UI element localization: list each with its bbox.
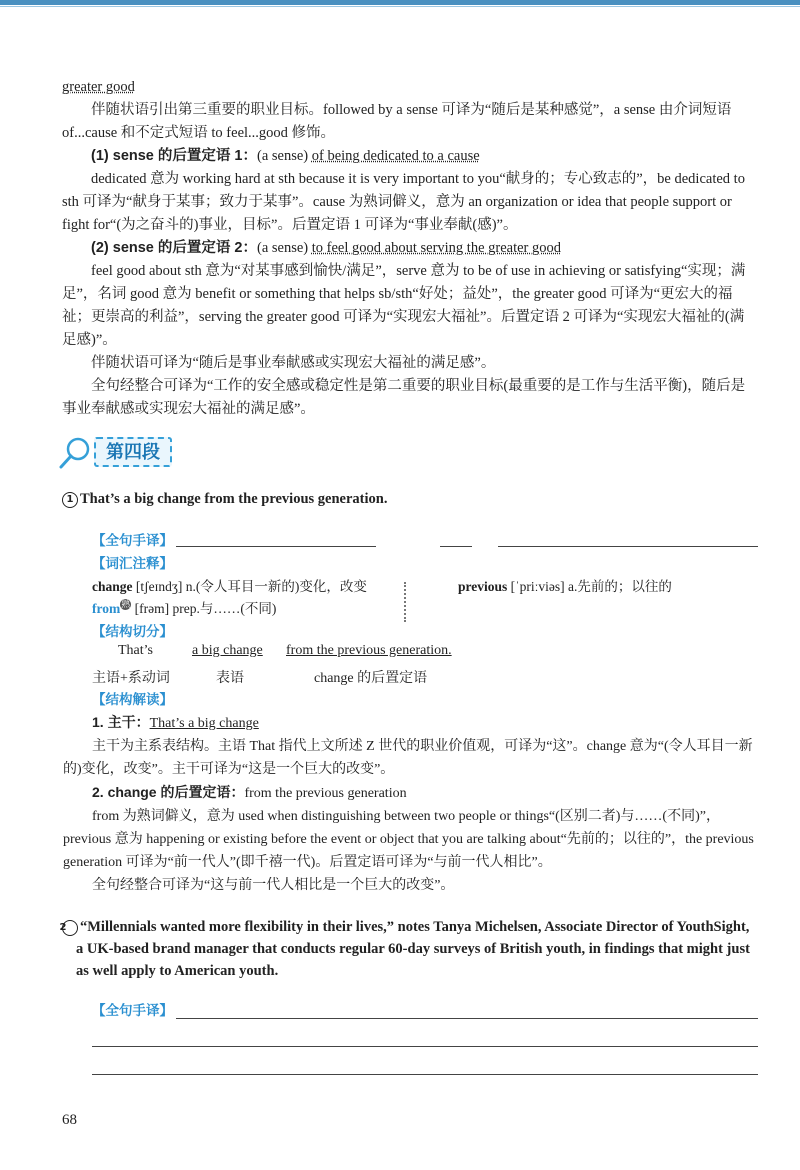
section-title: 第四段 — [94, 437, 172, 467]
split-label-3: change 的后置定语 — [314, 671, 428, 686]
greater-good-term: greater good — [62, 79, 135, 95]
vocab-from: from熟 [frəm] prep.与……(不同) — [92, 599, 277, 616]
translation-line[interactable] — [92, 1074, 758, 1075]
paragraph-full-translation: 全句经整合可译为“工作的安全感或稳定性是第二重要的职业目标(最重要的是工作与生活平衡)，随后是事业奉献感或实现宏大福祉的满足感”。 — [62, 378, 746, 417]
continuation-block — [62, 76, 758, 421]
magnifier-icon — [58, 436, 92, 470]
page-number: 68 — [62, 1112, 77, 1128]
tag-vocab: 【词汇注释】 — [92, 556, 173, 572]
split-part-2: a big change — [192, 643, 263, 658]
tag-translate-2: 【全句手译】 — [92, 1003, 173, 1019]
sentence-1: 1 That’s a big change from the previous generation. — [62, 488, 762, 510]
heading-attr-2: (2) sense 的后置定语 2：(a sense) to feel good about serving the greater good — [91, 240, 562, 256]
split-part-1: That’s — [118, 643, 153, 658]
paragraph-feel-good: feel good about sth 意为“对某事感到愉快/满足”，serve 意为 to be of use in achieving or satisfying“实现；满足”，名词 good 意为 benefit or something that helps sb/sth“好处；益处”，the greater good 可译为“更宏大的福祉；更崇高的利益”，serving the greater good 可译为“实现宏大福祉”。后置定语 2 可译为“实现宏大福祉的(满足感)”。 — [62, 263, 746, 348]
tag-analysis: 【结构解读】 — [92, 692, 173, 708]
translation-line[interactable] — [92, 1046, 758, 1047]
translation-line[interactable] — [176, 1018, 758, 1019]
heading-attr-1: (1) sense 的后置定语 1：(a sense) of being dedicated to a cause — [91, 148, 480, 164]
sentence-2: 2 “Millennials wanted more flexibility in their lives,” notes Tanya Michelsen, Associate Director of YouthSight, a UK-based brand manager that conducts regular 60-day surveys of British youth, in findings that might just as well apply to American youth. — [59, 919, 750, 979]
paragraph-adverbial-translation: 伴随状语可译为“随后是事业奉献感或实现宏大福祉的满足感”。 — [91, 355, 496, 371]
analysis-3-paragraph: 全句经整合可译为“这与前一代人相比是一个巨大的改变”。 — [92, 878, 455, 893]
tag-translate-1: 【全句手译】 — [92, 533, 173, 549]
analysis-1-paragraph: 主干为主系表结构。主语 That 指代上文所述 Z 世代的职业价值观，可译为“这”。change 意为“(令人耳目一新的)变化，改变”。主干可译为“这是一个巨大的改变”。 — [63, 739, 753, 777]
tag-split: 【结构切分】 — [92, 624, 173, 640]
vocab-change: change [tʃeɪndʒ] n.(令人耳目一新的)变化，改变 — [92, 579, 367, 594]
split-label-2: 表语 — [216, 671, 244, 686]
analysis-1-heading: 1. 主干：That’s a big change — [92, 714, 259, 731]
section-heading — [58, 434, 258, 474]
translation-line[interactable] — [176, 546, 376, 547]
sentence-number: 1 — [62, 492, 78, 508]
split-label-1: 主语+系动词 — [92, 671, 170, 686]
translation-line[interactable] — [440, 546, 472, 547]
top-rule-thin — [0, 6, 800, 7]
analysis-2-paragraph: from 为熟词僻义，意为 used when distinguishing between two people or things“(区别二者)与……(不同)”，previous 意为 happening or existing before the event or object that you are talking about“先前的；以往的”，the previous generation 可译为“前一代人”(即千禧一代)。后置定语可译为“与前一代人相比”。 — [63, 809, 754, 870]
translation-line[interactable] — [498, 546, 758, 547]
sentence-number: 2 — [62, 920, 78, 936]
vocab-divider — [404, 582, 414, 622]
vocab-previous: previous [ˈpriːviəs] a.先前的；以往的 — [458, 579, 672, 594]
top-rule — [0, 0, 800, 5]
familiar-word-badge: 熟 — [121, 599, 131, 609]
paragraph-dedicated: dedicated 意为 working hard at sth because it is very important to you“献身的；专心致志的”，be dedicated to sth 可译为“献身于某事；致力于某事”。cause 为熟词僻义，意为 an organization or idea that people support or fight for“(为之奋斗的)事业，目标”。后置定语 1 可译为“事业奉献(感)”。 — [62, 171, 745, 233]
paragraph-adverbial: 伴随状语引出第三重要的职业目标。followed by a sense 可译为“随后是某种感觉”，a sense 由介词短语 of...cause 和不定式短语 to feel...good 修饰。 — [62, 102, 732, 141]
analysis-2-heading: 2. change 的后置定语：from the previous generation — [92, 784, 407, 801]
split-part-3: from the previous generation. — [286, 643, 452, 658]
analysis-block — [63, 711, 762, 897]
